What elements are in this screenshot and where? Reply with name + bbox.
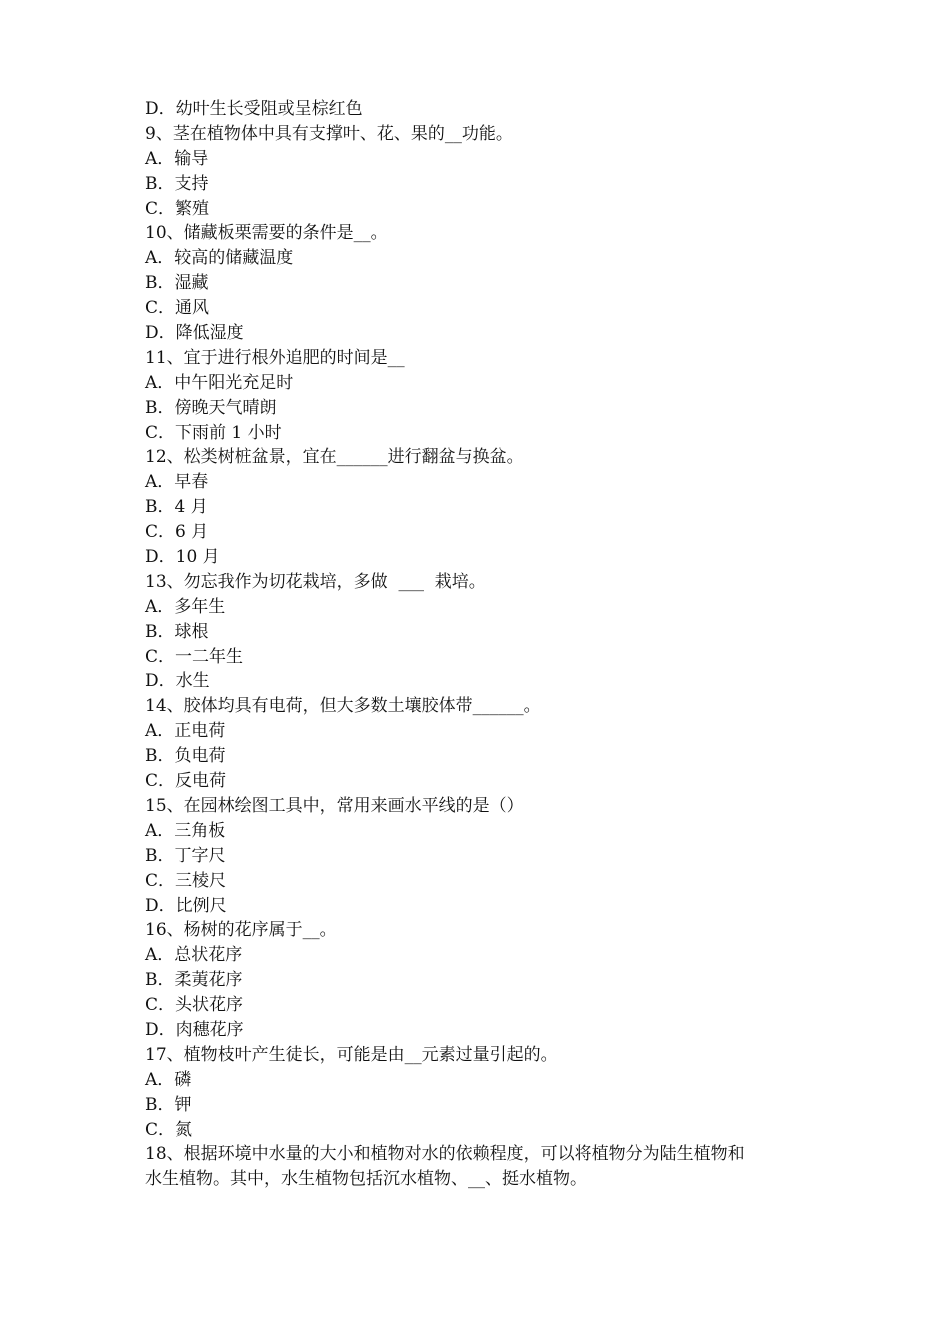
option-line: D．降低湿度 <box>145 323 244 344</box>
question-14: 14、胶体均具有电荷，但大多数土壤胶体带______。 <box>145 696 541 717</box>
option-line: B．钾 <box>145 1094 192 1115</box>
option-line: B．球根 <box>145 621 209 642</box>
option-line: A．正电荷 <box>145 721 226 742</box>
question-15: 15、在园林绘图工具中，常用来画水平线的是（） <box>145 795 524 816</box>
option-line: C．繁殖 <box>145 198 210 219</box>
option-line: C．一二年生 <box>145 646 244 667</box>
question-9: 9、茎在植物体中具有支撑叶、花、果的__功能。 <box>145 123 513 144</box>
option-line: D．比例尺 <box>145 895 227 916</box>
option-line: B．支持 <box>145 173 209 194</box>
option-line: A．多年生 <box>145 596 226 617</box>
question-18-continued: 水生植物。其中，水生植物包括沉水植物、__、挺水植物。 <box>145 1169 587 1190</box>
question-11: 11、宜于进行根外追肥的时间是__ <box>145 347 405 368</box>
option-line: B．丁字尺 <box>145 845 226 866</box>
option-line: A．中午阳光充足时 <box>145 372 294 393</box>
option-line: C．反电荷 <box>145 771 227 792</box>
option-line: D．水生 <box>145 671 210 692</box>
option-line: B．湿藏 <box>145 273 209 294</box>
option-line: D．肉穗花序 <box>145 1019 244 1040</box>
option-line: A．较高的储藏温度 <box>145 248 294 269</box>
question-text <box>145 97 815 1192</box>
option-line: C．通风 <box>145 298 210 319</box>
question-13: 13、勿忘我作为切花栽培，多做 ___ 栽培。 <box>145 571 486 592</box>
option-line: C．三棱尺 <box>145 870 227 891</box>
question-10: 10、储藏板栗需要的条件是__。 <box>145 223 388 244</box>
option-line: A．输导 <box>145 148 209 169</box>
option-line: C．6 月 <box>145 522 209 543</box>
option-line: A．磷 <box>145 1069 192 1090</box>
option-line: B．柔荑花序 <box>145 970 243 991</box>
option-line: B．傍晚天气晴朗 <box>145 397 277 418</box>
option-line: C．头状花序 <box>145 995 244 1016</box>
question-16: 16、杨树的花序属于__。 <box>145 920 337 941</box>
option-line: C．氮 <box>145 1119 193 1140</box>
option-line: D．10 月 <box>145 547 220 568</box>
option-line: B．负电荷 <box>145 746 226 767</box>
option-line: C．下雨前 1 小时 <box>145 422 282 443</box>
question-17: 17、植物枝叶产生徒长，可能是由__元素过量引起的。 <box>145 1044 558 1065</box>
option-line: A．三角板 <box>145 820 226 841</box>
option-line: A．早春 <box>145 472 209 493</box>
question-12: 12、松类树桩盆景，宜在______进行翻盆与换盆。 <box>145 447 524 468</box>
question-18: 18、根据环境中水量的大小和植物对水的依赖程度，可以将植物分为陆生植物和 <box>145 1144 745 1165</box>
text-line: D．幼叶生长受阻或呈棕红色 <box>145 99 363 119</box>
option-line: B．4 月 <box>145 497 208 518</box>
option-line: A．总状花序 <box>145 945 243 966</box>
